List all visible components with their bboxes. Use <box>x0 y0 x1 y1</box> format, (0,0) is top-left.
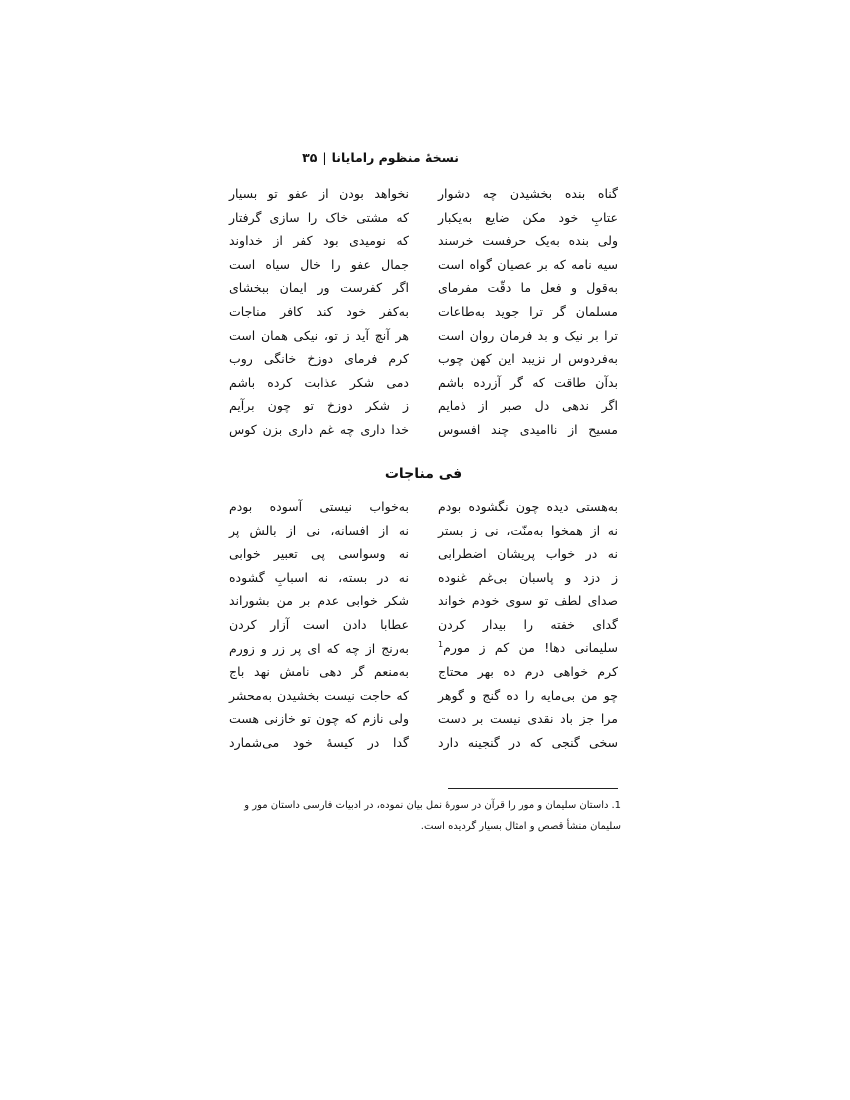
hemistich-right <box>438 233 618 248</box>
hemistich-right-text: نه از همخوا به‌منّت، نی ز بستر <box>438 522 618 538</box>
hemistich-left: دمی شکر عذابت کرده باشم <box>229 374 409 390</box>
hemistich-right-text: گدای خفته را بیدار کردن <box>438 617 618 632</box>
hemistich-right <box>438 640 618 655</box>
poem-stanza-1 <box>229 182 618 441</box>
hemistich-right <box>438 210 618 225</box>
hemistich-left: به‌کفر خود کند کافر مناجات <box>229 304 409 319</box>
hemistich-right <box>438 570 618 585</box>
hemistich-right <box>438 523 618 538</box>
hemistich-left: کرم فرمای دوزخ خانگی روب <box>229 351 409 367</box>
hemistich-left: ز شکر دوزخ تو چون برآیم <box>229 398 409 414</box>
section-title: فی مناجات <box>384 466 463 482</box>
couplet <box>229 417 618 441</box>
hemistich-right-text: به‌قول و فعل ما دقّت مفرمای <box>438 280 618 296</box>
hemistich-left: به‌رنج از چه که ای پر زر و زورم <box>229 640 409 656</box>
hemistich-left: به‌خواب نیستی آسوده بودم <box>229 499 409 515</box>
hemistich-right-text: کرم خواهی درم ده بهر محتاج <box>438 664 618 680</box>
couplet <box>229 253 618 277</box>
hemistich-right <box>438 593 618 608</box>
couplet <box>229 394 618 418</box>
hemistich-right <box>438 186 618 201</box>
footnote-ref[interactable]: 1 <box>438 640 444 650</box>
hemistich-left: عطابا دادن است آزار کردن <box>229 617 409 632</box>
hemistich-right <box>438 546 618 561</box>
hemistich-left: گدا در کیسهٔ خود می‌شمارد <box>229 734 409 750</box>
page-number: ۳۵ <box>302 150 318 165</box>
hemistich-left: شکر خوابی عدم بر من بشوراند <box>229 593 409 609</box>
hemistich-right-text: صدای لطف تو سوی خودم خواند <box>438 593 618 609</box>
couplet <box>229 542 618 566</box>
couplet <box>229 229 618 253</box>
hemistich-left: جمال عفو را خال سیاه است <box>229 256 409 272</box>
hemistich-left: به‌منعم گر دهی نامش نهد باج <box>229 664 409 680</box>
hemistich-right-text: چو من بی‌مایه را ده گنج و گوهر <box>438 687 618 703</box>
hemistich-right-text: ز دزد و پاسبان بی‌غم غنوده <box>438 569 618 585</box>
hemistich-right-text: سخی گنجی که در گنجینه دارد <box>438 734 618 750</box>
hemistich-right <box>438 617 618 632</box>
hemistich-right <box>438 280 618 295</box>
footnote-number: 1. <box>611 800 621 811</box>
hemistich-right <box>438 499 618 514</box>
hemistich-right-text: به‌فردوس ار نزیبد این کهن چوب <box>438 351 618 367</box>
couplet <box>229 730 618 754</box>
hemistich-right-text: مسلمان گر ترا جوید به‌طاعات <box>438 304 618 319</box>
hemistich-left: خدا داری چه غم داری بزن کوس <box>229 421 409 437</box>
couplet <box>229 300 618 324</box>
hemistich-left: نه وسواسی پی تعبیر خوابی <box>229 546 409 562</box>
hemistich-left: نخواهد بودن از عفو تو بسیار <box>229 186 409 202</box>
couplet <box>229 707 618 731</box>
hemistich-right <box>438 422 618 437</box>
hemistich-right-text: ولی بنده به‌یک حرفست خرسند <box>438 233 618 249</box>
hemistich-right-text: سلیمانی دها! من کم ز مورم <box>443 640 618 656</box>
couplet <box>229 347 618 371</box>
hemistich-right <box>438 257 618 272</box>
hemistich-right <box>438 375 618 390</box>
hemistich-right-text: گناه بنده بخشیدن چه دشوار <box>438 186 618 202</box>
hemistich-right <box>438 351 618 366</box>
hemistich-right-text: مرا جز باد نقدی نیست بر دست <box>438 711 618 727</box>
hemistich-right <box>438 304 618 319</box>
hemistich-right-text: به‌هستی دیده چون نگشوده بودم <box>438 499 618 515</box>
couplet <box>229 636 618 660</box>
couplet <box>229 566 618 590</box>
hemistich-left: نه از افسانه، نی از بالش پر <box>229 522 409 538</box>
couplet <box>229 613 618 637</box>
hemistich-left: که مشتی خاک را سازی گرفتار <box>229 209 409 225</box>
couplet <box>229 206 618 230</box>
footnote-divider <box>448 788 618 789</box>
hemistich-right <box>438 328 618 343</box>
hemistich-right <box>438 711 618 726</box>
hemistich-right-text: بدآن طاقت که گر آزرده باشم <box>438 374 618 390</box>
running-header <box>229 150 459 170</box>
footnote <box>225 795 621 837</box>
couplet <box>229 370 618 394</box>
hemistich-right <box>438 688 618 703</box>
hemistich-right-text: مسیح از ناامیدی چند افسوس <box>438 421 618 437</box>
hemistich-right <box>438 398 618 413</box>
hemistich-left: ولی نازم که چون تو خازنی هست <box>229 711 409 727</box>
poem-stanza-2 <box>229 495 618 754</box>
hemistich-left: اگر کفرست ور ایمان ببخشای <box>229 280 409 296</box>
hemistich-left: که حاجت نیست بخشیدن به‌محشر <box>229 687 409 703</box>
couplet <box>229 683 618 707</box>
header-separator: | <box>322 150 327 165</box>
hemistich-left: که نومیدی بود کفر از خداوند <box>229 233 409 249</box>
footnote-text: داستان سلیمان و مور را قرآن در سورهٔ نمل بیان نموده، در ادبیات فارسی داستان مور و سلیمان منشأ قصص و امثال بسیار گردیده است. <box>244 800 621 832</box>
couplet <box>229 182 618 206</box>
hemistich-left: هر آنچ آید ز تو، نیکی همان است <box>229 327 409 343</box>
couplet <box>229 519 618 543</box>
hemistich-left: نه در بسته، نه اسبابِ گشوده <box>229 569 409 585</box>
hemistich-right-text: ترا بر نیک و بد فرمان روان است <box>438 327 618 343</box>
couplet <box>229 589 618 613</box>
hemistich-right-text: سیه نامه که بر عصیان گواه است <box>438 256 618 272</box>
header-title: نسخهٔ منظوم رامایانا <box>331 150 459 165</box>
couplet <box>229 660 618 684</box>
hemistich-right-text: عتابِ خود مکن ضایع به‌یکبار <box>438 209 618 225</box>
couplet <box>229 495 618 519</box>
couplet <box>229 276 618 300</box>
hemistich-right-text: نه در خواب پریشان اضطرابی <box>438 546 618 562</box>
hemistich-right <box>438 735 618 750</box>
hemistich-right-text: اگر ندهی دل صبر از ذمایم <box>438 398 618 414</box>
hemistich-right <box>438 664 618 679</box>
couplet <box>229 323 618 347</box>
